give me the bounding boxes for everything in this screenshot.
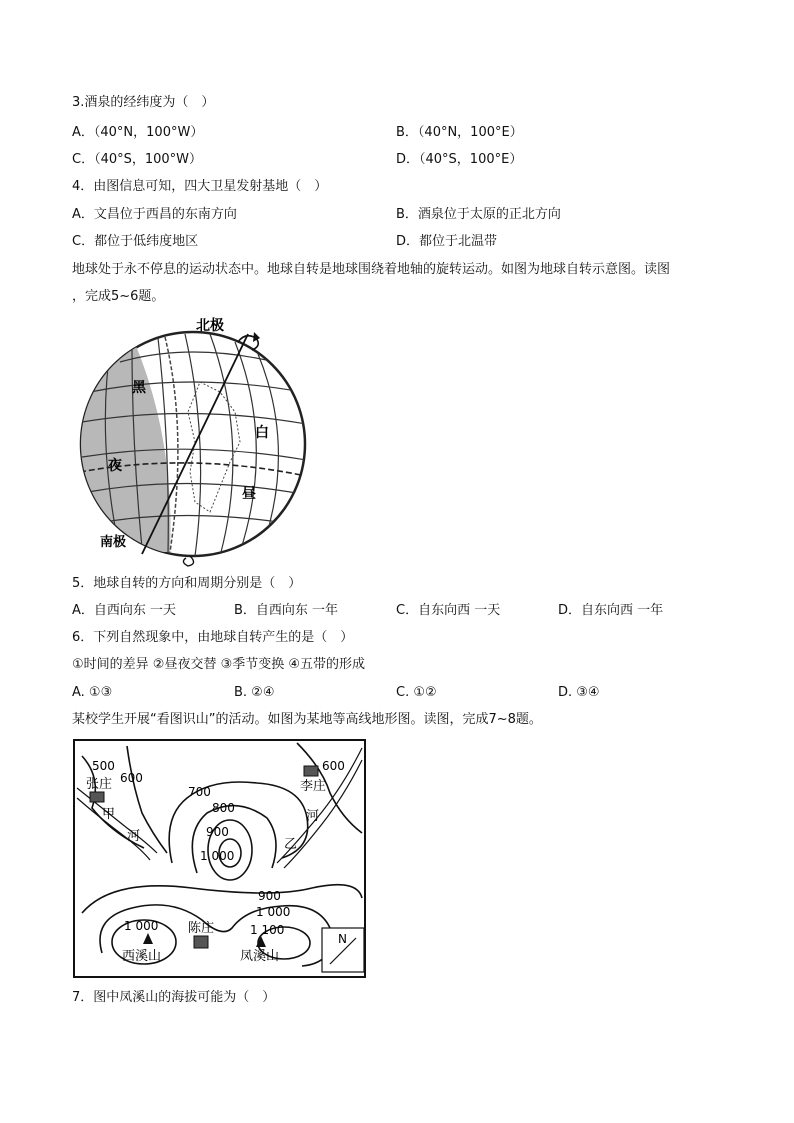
q3-option-b: B．（40°N，100°E） [396,125,523,140]
contour-label-900-south: 900 [258,889,281,903]
lizhuang-marker [304,766,318,776]
q6-option-d: D. ③④ [558,685,600,700]
night-label-1: 黑 [132,380,146,396]
q4-option-b: B．酒泉位于太原的正北方向 [396,207,561,222]
arrowhead-icon [253,332,260,342]
contour-label-1000-top: 1 000 [200,849,235,863]
contour-label-1000-east: 1 000 [256,905,291,919]
river-label-east: 河 [306,809,320,824]
q4-option-a: A．文昌位于西昌的东南方向 [72,207,237,222]
contour-label-1100: 1 100 [250,923,285,937]
q3-option-c: C．（40°S，100°W） [72,152,203,167]
contour-map-figure [72,738,368,980]
xixishan-label: 西溪山 [122,949,162,964]
q5-option-c: C．自东向西 一天 [396,603,501,618]
zhangzhuang-marker [90,792,104,802]
q4-option-c: C．都位于低纬度地区 [72,234,199,249]
q7-stem: 7．图中凤溪山的海拔可能为（ ） [72,990,276,1005]
q3-stem: 3.酒泉的经纬度为（ ） [72,95,215,110]
q5-stem: 5．地球自转的方向和周期分别是（ ） [72,576,302,591]
fengxishan-label: 凤溪山 [240,949,280,964]
night-label-2: 夜 [108,458,122,474]
intro2-text: 某校学生开展“看图识山”的活动。如图为某地等高线地形图。读图，完成7~8题。 [72,712,542,727]
q6-option-b: B. ②④ [234,685,275,700]
intro1-line1: 地球处于永不停息的运动状态中。地球自转是地球围绕着地轴的旋转运动。如图为地球自转示意图。读图 [72,262,671,277]
yi-label: 乙 [284,837,298,852]
contour-label-600-west: 600 [120,771,143,785]
day-label-1: 白 [255,425,269,441]
q6-stem: 6．下列自然现象中，由地球自转产生的是（ ） [72,630,354,645]
contour-label-500: 500 [92,759,115,773]
intro1-line2: ，完成5~6题。 [72,289,165,304]
earth-rotation-figure [70,312,315,570]
contour-label-600-east: 600 [322,759,345,773]
q6-option-a: A. ①③ [72,685,113,700]
compass-north-label: N [338,932,347,946]
q4-stem: 4．由图信息可知，四大卫星发射基地（ ） [72,179,328,194]
north-pole-label: 北极 [196,318,224,334]
q5-option-a: A．自西向东 一天 [72,603,177,618]
q6-option-c: C. ①② [396,685,437,700]
chenzhuang-label: 陈庄 [188,921,215,936]
contour-label-800: 800 [212,801,235,815]
chenzhuang-marker [194,936,208,948]
day-label-2: 昼 [242,486,256,502]
jia-label: 甲 [102,807,116,822]
lizhuang-label: 李庄 [300,779,327,794]
south-pole-label: 南极 [100,535,127,550]
river-label-west: 河 [127,829,141,844]
contour-label-700: 700 [188,785,211,799]
q5-option-b: B．自西向东 一年 [234,603,339,618]
q6-items: ①时间的差异 ②昼夜交替 ③季节变换 ④五带的形成 [72,657,366,672]
q4-option-d: D．都位于北温带 [396,234,498,249]
south-rotation-arrow-icon [183,556,193,566]
contour-label-900-top: 900 [206,825,229,839]
q5-option-d: D．自东向西 一年 [558,603,664,618]
contour-label-1000-west: 1 000 [124,919,159,933]
q3-option-d: D．（40°S，100°E） [396,152,523,167]
zhangzhuang-label: 张庄 [86,777,113,792]
q3-option-a: A．（40°N，100°W） [72,125,204,140]
